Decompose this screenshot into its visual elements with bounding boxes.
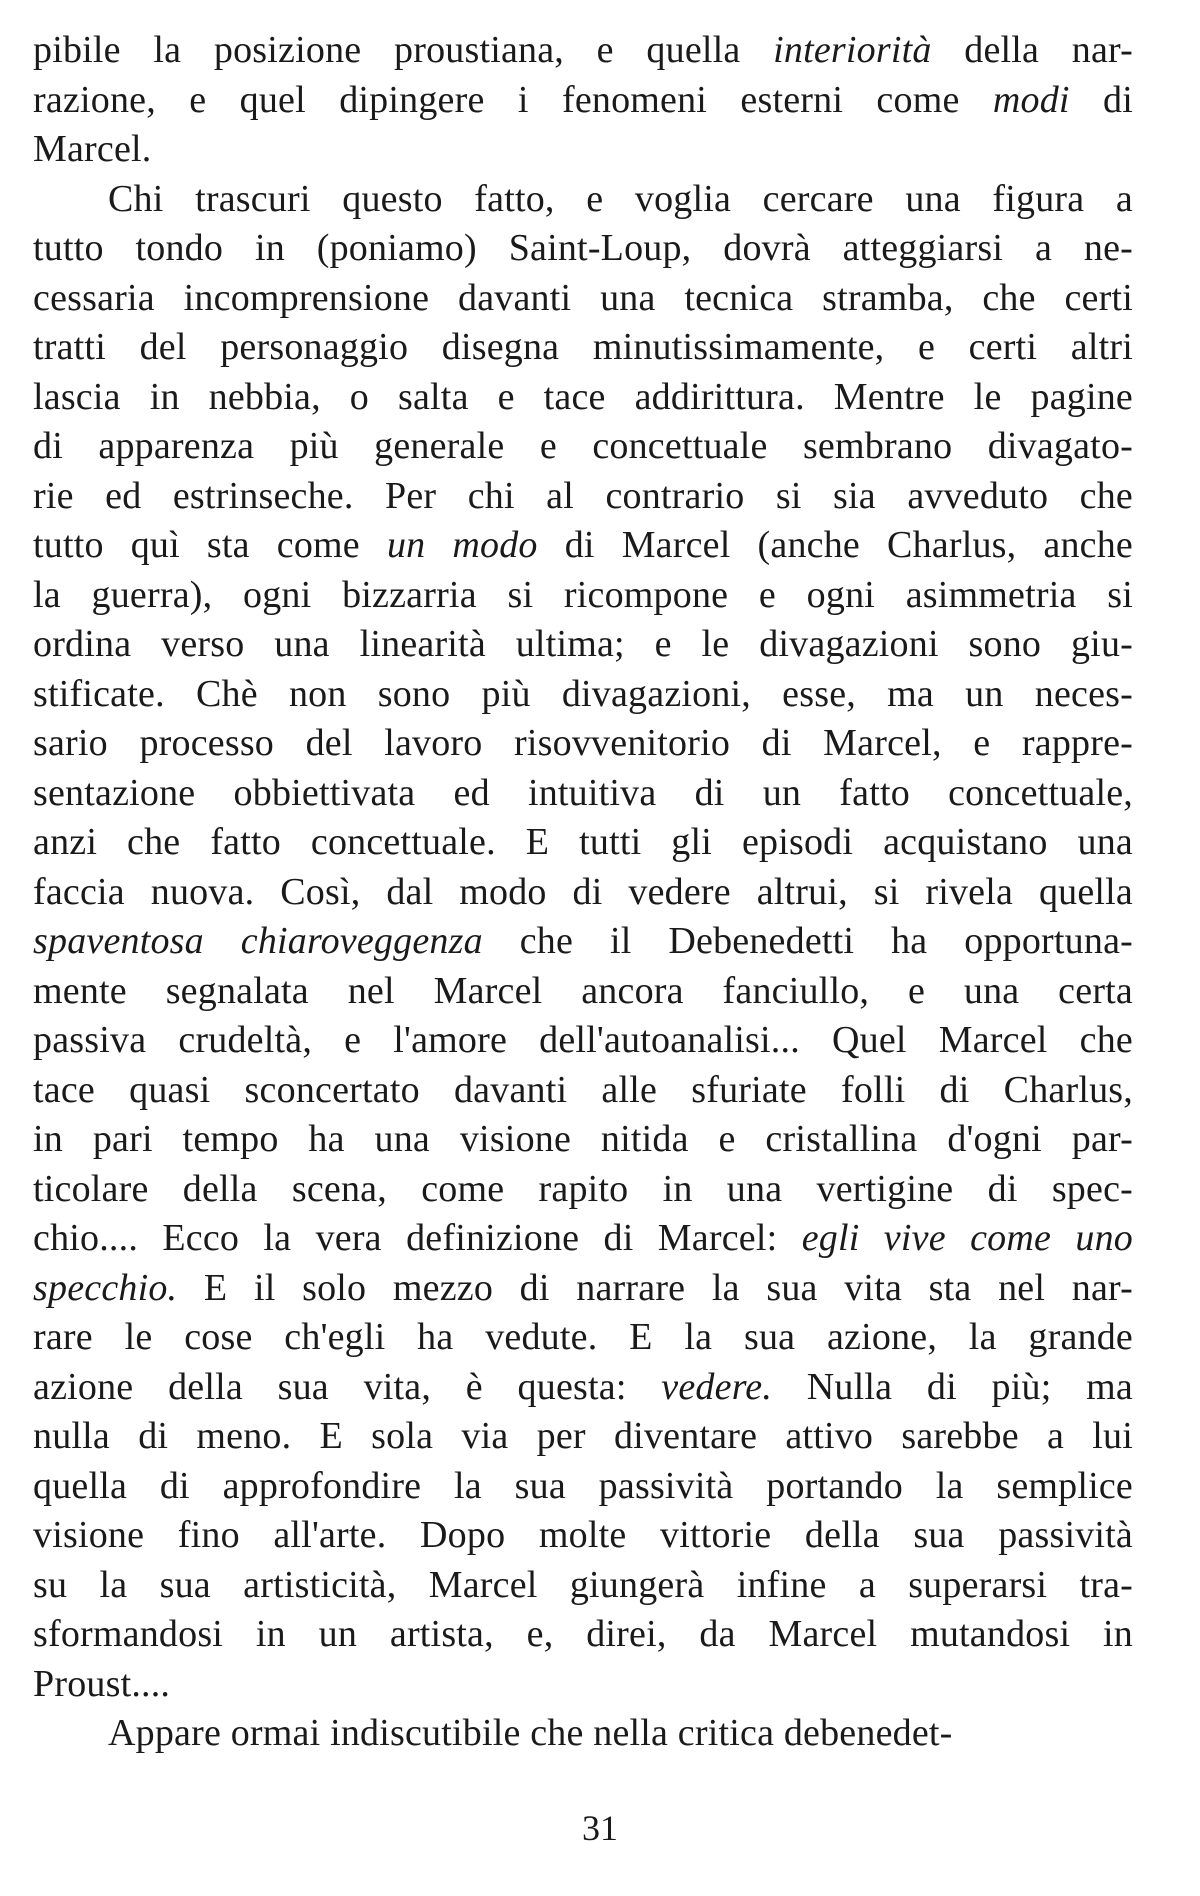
text-line (33, 175, 1133, 225)
text-run: chio.... Ecco la vera definizione di Marcel: (33, 1217, 802, 1259)
text-run: E il solo mezzo di narrare la sua vita sta nel nar- (177, 1266, 1133, 1309)
text-line (33, 1066, 1133, 1116)
text-line (33, 1462, 1133, 1512)
text-line (33, 323, 1133, 373)
italic-run: egli vive come uno (801, 1217, 1133, 1259)
text-line (33, 422, 1133, 472)
text-line (33, 1165, 1133, 1215)
text-run: Appare ormai indiscutibile che nella critica debenedet- (108, 1712, 953, 1754)
text-run: mente segnalata nel Marcel ancora fanciullo, e una certa (33, 969, 1133, 1012)
italic-run: spaventosa chiaroveggenza (33, 920, 483, 962)
text-line (33, 1660, 1133, 1710)
text-run: sentazione obbiettivata ed intuitiva di un fatto concettuale, (33, 771, 1133, 814)
text-run: di apparenza più generale e concettuale sembrano divagato- (33, 425, 1133, 467)
text-line (33, 1709, 1133, 1759)
page-number: 31 (582, 1808, 618, 1848)
text-run: anzi che fatto concettuale. E tutti gli episodi acquistano una (33, 821, 1133, 863)
text-run: tratti del personaggio disegna minutissimamente, e certi altri (33, 326, 1133, 368)
text-line (33, 917, 1133, 967)
text-run: pibile la posizione proustiana, e quella (33, 29, 774, 71)
text-run: cessaria incomprensione davanti una tecnica stramba, che certi (33, 276, 1133, 319)
text-run: Proust.... (33, 1662, 171, 1705)
text-line (33, 620, 1133, 670)
text-run: Nulla di più; ma (772, 1365, 1133, 1408)
text-run: nulla di meno. E sola via per diventare attivo sarebbe a lui (33, 1415, 1133, 1457)
italic-run: vedere. (661, 1365, 773, 1408)
italic-run: interiorità (773, 29, 932, 71)
text-run: in pari tempo ha una visione nitida e cristallina d'ogni par- (33, 1118, 1133, 1160)
text-run: faccia nuova. Così, dal modo di vedere altrui, si rivela quella (33, 870, 1133, 913)
text-line (33, 967, 1133, 1017)
text-run: la guerra), ogni bizzarria si ricompone e ogni asimmetria si (33, 573, 1133, 616)
text-run: che il Debenedetti ha opportuna- (482, 920, 1133, 962)
text-run: quella di approfondire la sua passività portando la semplice (33, 1464, 1133, 1507)
text-line (33, 670, 1133, 720)
text-run: di Marcel (anche Charlus, anche (537, 524, 1134, 566)
text-run: sformandosi in un artista, e, direi, da Marcel mutandosi in (33, 1613, 1133, 1655)
text-line (33, 274, 1133, 324)
text-line (33, 1561, 1133, 1611)
text-run: Chi trascuri questo fatto, e voglia cercare una figura a (108, 177, 1133, 220)
text-run: tace quasi sconcertato davanti alle sfuriate folli di Charlus, (33, 1068, 1133, 1111)
page-body (33, 26, 1133, 1759)
text-line (33, 769, 1133, 819)
text-run: ordina verso una linearità ultima; e le divagazioni sono giu- (33, 623, 1133, 665)
text-line (33, 571, 1133, 621)
text-run: azione della sua vita, è questa: (33, 1365, 662, 1408)
text-run: stificate. Chè non sono più divagazioni, esse, ma un neces- (33, 672, 1133, 715)
text-line (33, 521, 1133, 571)
text-line (33, 1412, 1133, 1462)
text-line (33, 125, 1133, 175)
text-line (33, 868, 1133, 918)
text-line (33, 224, 1133, 274)
text-line (33, 818, 1133, 868)
text-line (33, 76, 1133, 126)
text-line (33, 1610, 1133, 1660)
italic-run: specchio. (33, 1266, 178, 1309)
text-run: tutto tondo in (poniamo) Saint-Loup, dovrà atteggiarsi a ne- (33, 227, 1133, 269)
text-line (33, 719, 1133, 769)
text-run: sario processo del lavoro risovvenitorio di Marcel, e rappre- (33, 722, 1133, 764)
text-line (33, 1313, 1133, 1363)
text-run: rie ed estrinseche. Per chi al contrario si sia avveduto che (33, 474, 1133, 517)
italic-run: un modo (386, 524, 538, 566)
text-run: rare le cose ch'egli ha vedute. E la sua azione, la grande (33, 1316, 1133, 1358)
text-run: di (1069, 78, 1133, 121)
text-line (33, 1264, 1133, 1314)
text-run: tutto quì sta come (33, 524, 387, 566)
text-run: lascia in nebbia, o salta e tace addirittura. Mentre le pagine (33, 375, 1133, 418)
text-line (33, 472, 1133, 522)
text-line (33, 1363, 1133, 1413)
italic-run: modi (992, 78, 1070, 121)
text-run: visione fino all'arte. Dopo molte vittorie della sua passività (33, 1514, 1133, 1556)
text-run: passiva crudeltà, e l'amore dell'autoanalisi... Quel Marcel che (33, 1019, 1133, 1061)
text-run: su la sua artisticità, Marcel giungerà infine a superarsi tra- (33, 1563, 1133, 1606)
text-run: Marcel. (33, 128, 152, 170)
text-run: della nar- (931, 29, 1133, 71)
text-line (33, 373, 1133, 423)
text-line (33, 1115, 1133, 1165)
text-line (33, 1214, 1133, 1264)
text-line (33, 26, 1133, 76)
text-line (33, 1511, 1133, 1561)
text-run: ticolare della scena, come rapito in una vertigine di spec- (33, 1167, 1133, 1210)
text-line (33, 1016, 1133, 1066)
text-run: razione, e quel dipingere i fenomeni esterni come (33, 78, 993, 121)
